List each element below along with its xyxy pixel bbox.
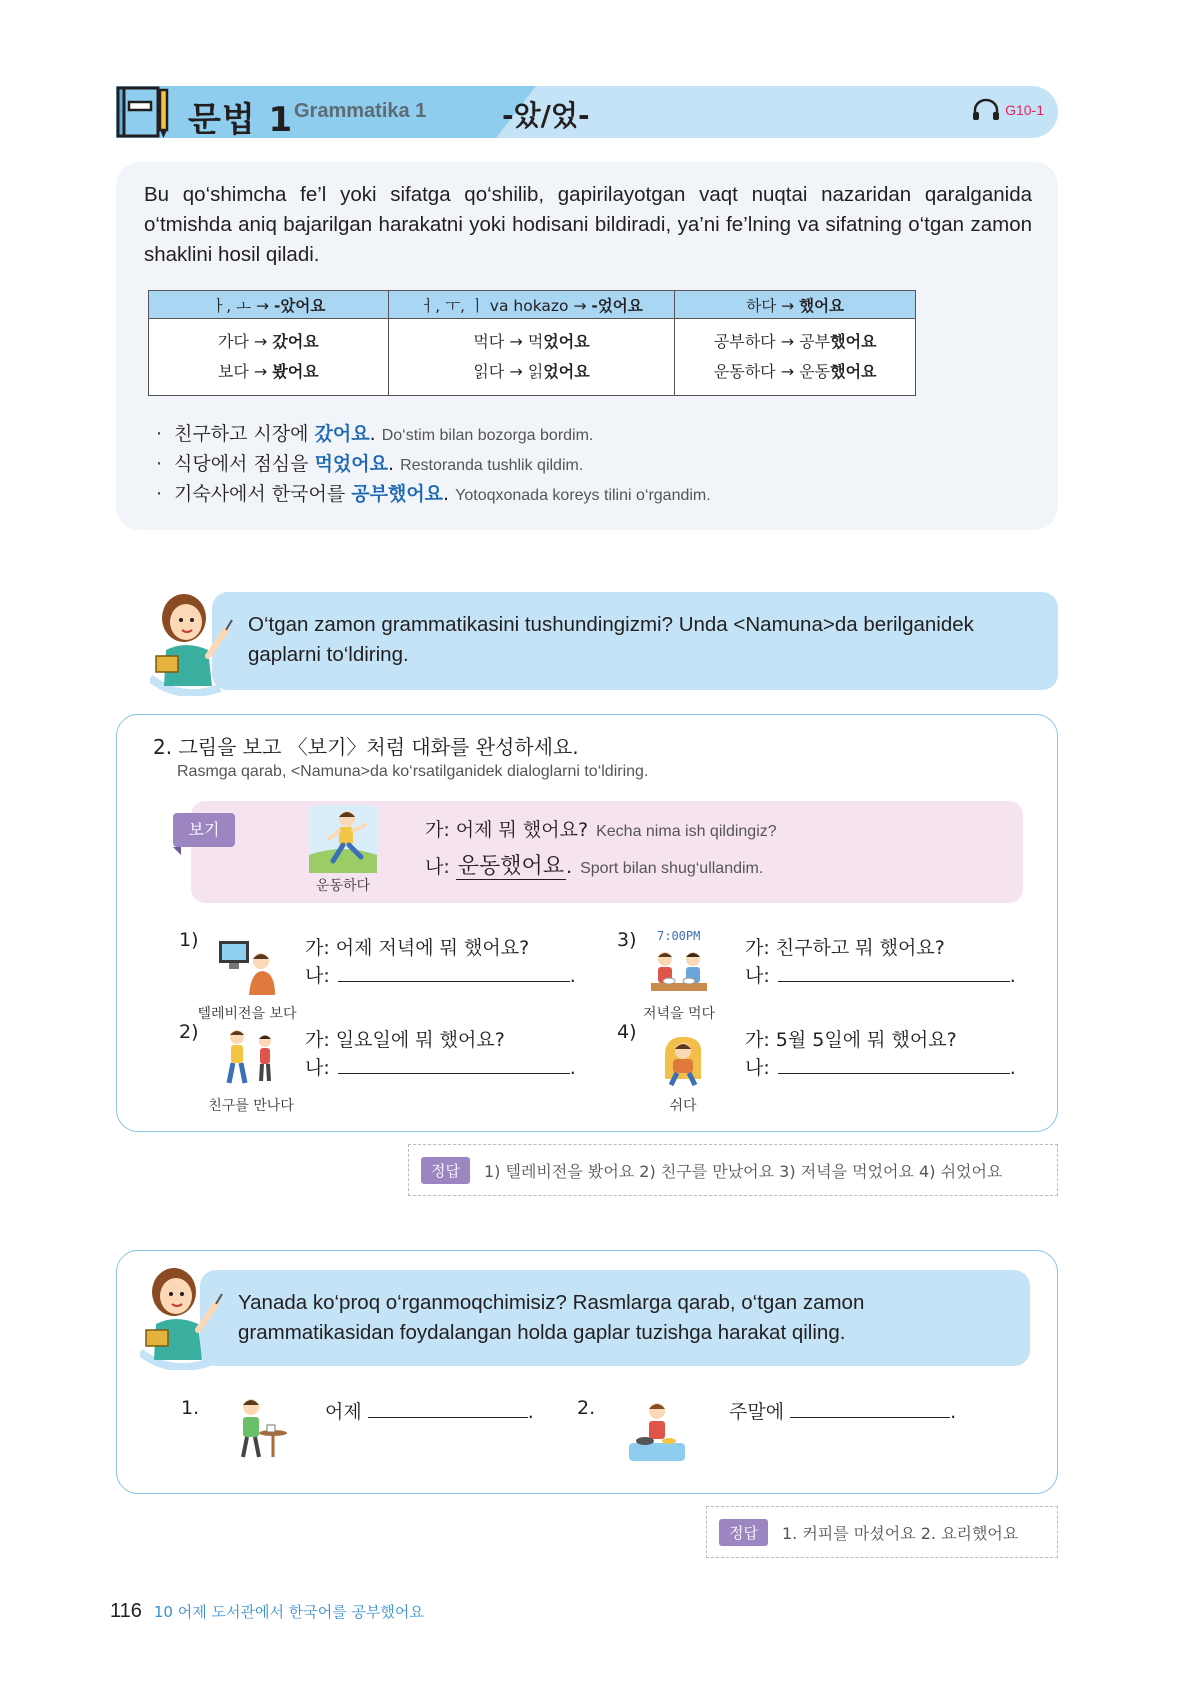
speech-text: O‘tgan zamon grammatikasini tushundingizmi? Unda <Namuna>da berilganidek gaplarni to‘ldiring.	[248, 613, 974, 666]
answer-text: 1. 커피를 마셨어요 2. 요리했어요	[781, 1523, 1019, 1543]
example-answer: 나: 운동했어요 . Sport bilan shug‘ullandim.	[425, 854, 764, 879]
resting-icon	[651, 1025, 715, 1089]
watching-tv-icon	[215, 933, 279, 997]
explanation-text: Bu qo‘shimcha fe’l yoki sifatga qo‘shilib, gapirilayotgan vaqt nuqtai nazaridan qaralganida o‘tmishda aniq bajarilgan harakatni yoki hodisani bildiradi, ya’ni fe’lning va sifatning o‘tgan zamon shaklini hosil qiladi.	[144, 183, 1032, 266]
conjugation-table	[148, 290, 916, 396]
grammar-header-banner	[116, 86, 1058, 138]
headphones-icon	[971, 98, 1001, 122]
example-question: 가: 어제 뭐 했어요? Kecha nima ish qildingiz?	[425, 819, 777, 841]
answer-blank[interactable]: 나: .	[745, 1057, 1016, 1079]
speech-text: Yanada ko‘proq o‘rganmoqchimisiz? Rasmlarga qarab, o‘tgan zamon grammatikasidan foydalangan holda gaplar tuzishga harakat qiling.	[238, 1291, 865, 1344]
exercise-box: 2. 그림을 보고 〈보기〉처럼 대화를 완성하세요. Rasmga qarab, <Namuna>da ko‘rsatilganidek dialoglarni to‘ldiring. 보기 운동하다 가: 어제 뭐 했어요? Kecha nima ish qildingiz? 나: 운동했어요 . Sport bilan shug‘ullandim. 1) 텔레비전을 보다 가: 어제 저녁에 뭐 했어요? 나: . 2) 친구를 만나다 가: 일요일에 뭐 했어요? 나: . 3) 7:00PM 저녁을 먹다 가: 친구하고 뭐 했어요? 나: . 4) 쉬다 가: 5월 5일에 뭐 했어요? 나: .	[116, 714, 1058, 1132]
answer-key-box	[706, 1506, 1058, 1558]
page-number: 116	[110, 1600, 142, 1622]
sentence-blank[interactable]: 어제 .	[325, 1401, 534, 1423]
answer-blank[interactable]: 나: .	[745, 965, 1016, 987]
answer-tag: 정답	[421, 1157, 470, 1184]
grammar-form: -았/었-	[502, 99, 590, 132]
table-header-1: ㅏ, ㅗ → -았어요	[149, 291, 389, 319]
table-cell: 가다 → 갔어요 보다 → 봤어요	[149, 319, 389, 396]
exercise-title: 2. 그림을 보고 〈보기〉처럼 대화를 완성하세요.	[153, 735, 579, 759]
answer-key-box	[408, 1144, 1058, 1196]
grammar-title-ko: 문법 1	[188, 100, 294, 140]
audio-track[interactable]	[971, 98, 1044, 122]
page-footer	[110, 1600, 424, 1623]
grammar-title-uz: Grammatika 1	[294, 100, 427, 122]
table-header-3: 하다 → 했어요	[675, 291, 916, 319]
teacher-speech-bubble	[200, 1270, 1030, 1366]
answer-tag: 정답	[719, 1519, 768, 1546]
running-man-icon	[307, 803, 379, 875]
table-cell: 공부하다 → 공부했어요 운동하다 → 운동했어요	[675, 319, 916, 396]
teacher-speech-bubble	[212, 592, 1058, 690]
eating-dinner-icon	[647, 943, 711, 1007]
audio-code: G10-1	[1005, 102, 1044, 118]
example-sentence: · 식당에서 점심을 먹었어요. Restoranda tushlik qildim.	[156, 453, 584, 475]
chapter-title: 10 어제 도서관에서 한국어를 공부했어요	[153, 1603, 424, 1621]
example-tag: 보기	[173, 813, 235, 847]
sentence-blank[interactable]: 주말에 .	[729, 1401, 957, 1423]
table-row	[149, 319, 916, 396]
book-pencil-icon	[114, 84, 170, 140]
example-caption: 운동하다	[315, 878, 371, 894]
extra-exercise-box: 1. 어제 . 2. 주말에 .	[116, 1250, 1058, 1494]
teacher-illustration-icon	[150, 590, 236, 696]
example-sentence: · 기숙사에서 한국어를 공부했어요. Yotoqxonada koreys tilini o‘rgandim.	[156, 483, 711, 505]
answer-blank[interactable]: 나: .	[305, 1057, 576, 1079]
answer-text: 1) 텔레비전을 봤어요 2) 친구를 만났어요 3) 저녁을 먹었어요 4) 쉬었어요	[483, 1161, 1003, 1181]
teacher-illustration-icon	[140, 1264, 226, 1370]
drinking-coffee-icon	[227, 1393, 291, 1465]
cooking-icon	[625, 1397, 689, 1469]
example-list	[156, 420, 711, 510]
clock-label: 7:00PM	[657, 929, 701, 943]
exercise-subtitle: Rasmga qarab, <Namuna>da ko‘rsatilganidek dialoglarni to‘ldiring.	[177, 763, 649, 780]
explanation-box	[116, 162, 1058, 530]
meeting-friend-icon	[219, 1025, 283, 1089]
answer-blank[interactable]: 나: .	[305, 965, 576, 987]
table-header-2: ㅓ, ㅜ, ㅣ va hokazo → -었어요	[388, 291, 675, 319]
example-sentence: · 친구하고 시장에 갔어요. Do‘stim bilan bozorga bordim.	[156, 423, 594, 445]
table-cell: 먹다 → 먹었어요 읽다 → 읽었어요	[388, 319, 675, 396]
